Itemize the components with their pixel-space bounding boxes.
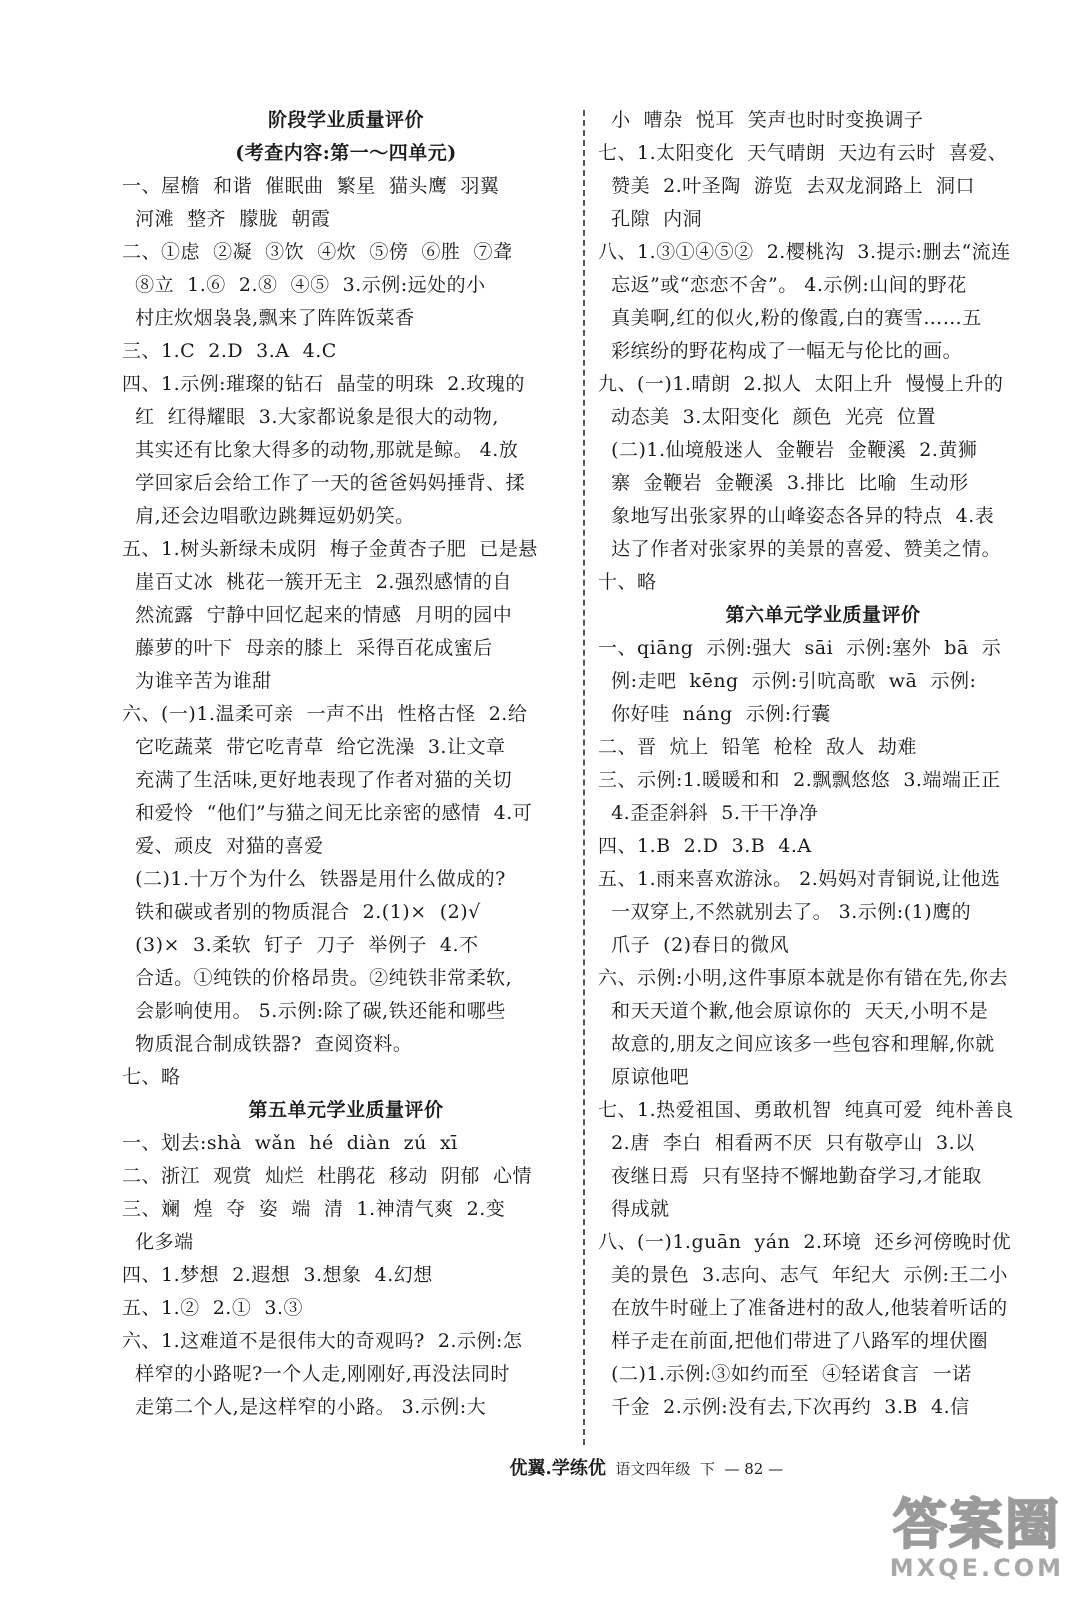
answer-line: 寨 金鞭岩 金鞭溪 3.排比 比喻 生动形 [598,472,969,494]
answer-line: 彩缤纷的野花构成了一幅无与伦比的画。 [598,340,963,362]
answer-line: 爱、顽皮 对猫的喜爱 [122,835,324,857]
answer-line: 夜继日焉 只有坚持不懈地勤奋学习,才能取 [598,1165,982,1187]
answer-line: 肩,还会边唱歌边跳舞逗奶奶笑。 [122,505,415,527]
answer-line: 4.歪歪斜斜 5.干干净净 [598,802,819,824]
answer-line: 七、1.太阳变化 天气晴朗 天边有云时 喜爱、 [598,142,1008,164]
answer-line: 故意的,朋友之间应该多一些包容和理解,你就 [598,1033,995,1055]
answer-line: 它吃蔬菜 带它吃青草 给它洗澡 3.让文章 [122,736,506,758]
answer-line: 美的景色 3.志向、志气 年纪大 示例:王二小 [598,1264,1008,1286]
answer-line: 八、(一)1.guān yán 2.环境 还乡河傍晚时优 [598,1231,1012,1253]
answer-line: 爪子 (2)春日的微风 [598,934,790,956]
right-column [598,104,1048,1424]
answer-line: 三、示例:1.暖暖和和 2.飘飘悠悠 3.端端正正 [598,769,1001,791]
answer-line: 例:走吧 kēng 示例:引吭高歌 wā 示例: [598,670,977,692]
answer-line: 一、划去:shà wǎn hé diàn zú xī [122,1132,458,1154]
answer-line: 样窄的小路呢?一个人走,刚刚好,再没法同时 [122,1363,510,1385]
answer-line: 2.唐 李白 相看两不厌 只有敬亭山 3.以 [598,1132,975,1154]
answer-line: 九、(一)1.晴朗 2.拟人 太阳上升 慢慢上升的 [598,373,1004,395]
answer-line: 五、1.树头新绿未成阴 梅子金黄杏子肥 已是悬 [122,538,538,560]
answer-line: 学回家后会给工作了一天的爸爸妈妈捶背、揉 [122,472,526,494]
answer-line: (3)× 3.柔软 钉子 刀子 举例子 4.不 [122,934,479,956]
answer-line: (二)1.仙境般迷人 金鞭岩 金鞭溪 2.黄狮 [598,439,978,461]
answer-line: 七、1.热爱祖国、勇敢机智 纯真可爱 纯朴善良 [598,1099,1014,1121]
answer-line: 在放牛时碰上了准备进村的敌人,他装着听话的 [598,1297,1008,1319]
answer-line: 崖百丈冰 桃花一簇开无主 2.强烈感情的自 [122,571,512,593]
answer-line: 然流露 宁静中回忆起来的情感 月明的园中 [122,604,513,626]
answer-line: 赞美 2.叶圣陶 游览 去双龙洞路上 洞口 [598,175,976,197]
footer-page-number: — 82 — [724,1460,784,1478]
column-divider [583,110,585,1445]
answer-line: 化多端 [122,1231,194,1253]
answer-line: 充满了生活味,更好地表现了作者对猫的关切 [122,769,513,791]
answer-line: 六、1.这难道不是很伟大的奇观吗? 2.示例:怎 [122,1330,523,1352]
watermark-logo [889,1493,1064,1582]
answer-line: 孔隙 内洞 [598,208,703,230]
answer-line: 藤萝的叶下 母亲的膝上 采得百花成蜜后 [122,637,493,659]
answer-line: 象地写出张家界的山峰姿态各异的特点 4.表 [598,505,995,527]
answer-line: 十、略 [598,571,657,593]
answer-line: 你好哇 náng 示例:行囊 [598,703,831,725]
answer-line: 千金 2.示例:没有去,下次再约 3.B 4.信 [598,1396,970,1418]
answer-line: 样子走在前面,把他们带进了八路军的埋伏圈 [598,1330,989,1352]
section-heading: 第六单元学业质量评价 [725,604,921,626]
answer-line: 二、浙江 观赏 灿烂 杜鹃花 移动 阴郁 心情 [122,1165,532,1187]
watermark-url: MXQE.COM [889,1554,1064,1582]
answer-line: 三、1.C 2.D 3.A 4.C [122,340,337,362]
answer-line: (二)1.十万个为什么 铁器是用什么做成的? [122,868,506,890]
answer-line: 一、屋檐 和谐 催眠曲 繁星 猫头鹰 羽翼 [122,175,500,197]
answer-line: 物质混合制成铁器? 查阅资料。 [122,1033,413,1055]
answer-line: 河滩 整齐 朦胧 朝霞 [122,208,331,230]
answer-line: 六、示例:小明,这件事原本就是你有错在先,你去 [598,967,1008,989]
section-heading: 第五单元学业质量评价 [248,1099,444,1121]
section-heading: 阶段学业质量评价 [267,109,424,131]
section-heading: (考查内容:第一～四单元) [235,142,457,164]
answer-line: 七、略 [122,1066,181,1088]
answer-line: 二、晋 炕上 铅笔 枪栓 敌人 劫难 [598,736,917,758]
answer-line: 三、斓 煌 夺 姿 端 清 1.神清气爽 2.变 [122,1198,506,1220]
answer-line: 动态美 3.太阳变化 颜色 光亮 位置 [598,406,937,428]
answer-line: 真美啊,红的似火,粉的像霞,白的赛雪……五 [598,307,982,329]
answer-line: 合适。①纯铁的价格昂贵。②纯铁非常柔软, [122,967,513,989]
answer-line: 和天天道个歉,他会原谅你的 天天,小明不是 [598,1000,989,1022]
watermark-title: 答案圈 [892,1493,1061,1556]
answer-line: 达了作者对张家界的美景的喜爱、赞美之情。 [598,538,1002,560]
answer-line: 四、1.示例:璀璨的钻石 晶莹的明珠 2.玫瑰的 [122,373,525,395]
answer-line: 一、qiāng 示例:强大 sāi 示例:塞外 bā 示 [598,637,1002,659]
answer-line: 小 嘈杂 悦耳 笑声也时时变换调子 [598,109,924,131]
answer-line: 原谅他吧 [598,1066,690,1088]
answer-line: 五、1.雨来喜欢游泳。 2.妈妈对青铜说,让他选 [598,868,1001,890]
answer-line: 忘返”或“恋恋不舍”。 4.示例:山间的野花 [598,274,967,296]
answer-line: 八、1.③①④⑤② 2.樱桃沟 3.提示:删去“流连 [598,241,1011,263]
answer-line: 一双穿上,不然就别去了。 3.示例:(1)鹰的 [598,901,972,923]
answer-line: 铁和碳或者别的物质混合 2.(1)× (2)√ [122,901,481,923]
answer-line: 六、(一)1.温柔可亲 一声不出 性格古怪 2.给 [122,703,528,725]
left-column [122,104,570,1424]
answer-line: 和爱怜 “他们”与猫之间无比亲密的感情 4.可 [122,802,533,824]
page-footer [500,1433,783,1481]
answer-line: (二)1.示例:③如约而至 ④轻诺食言 一诺 [598,1363,972,1385]
answer-line: 二、①虑 ②凝 ③饮 ④炊 ⑤傍 ⑥胜 ⑦聋 [122,241,513,263]
answer-line: 会影响使用。 5.示例:除了碳,铁还能和哪些 [122,1000,506,1022]
answer-line: 走第二个人,是这样窄的小路。 3.示例:大 [122,1396,487,1418]
answer-line: 得成就 [598,1198,670,1220]
answer-line: 红 红得耀眼 3.大家都说象是很大的动物, [122,406,499,428]
answer-line: 其实还有比象大得多的动物,那就是鲸。 4.放 [122,439,519,461]
footer-volume: 下 [699,1460,715,1478]
answer-line: 村庄炊烟袅袅,飘来了阵阵饭菜香 [122,307,415,329]
footer-subject: 语文四年级 [615,1460,691,1478]
answer-line: 为谁辛苦为谁甜 [122,670,272,692]
answer-line: ⑧立 1.⑥ 2.⑧ ④⑤ 3.示例:远处的小 [122,274,486,296]
answer-line: 四、1.梦想 2.遐想 3.想象 4.幻想 [122,1264,433,1286]
footer-brand: 优翼.学练优 [509,1458,606,1479]
answer-line: 四、1.B 2.D 3.B 4.A [598,835,812,857]
answer-line: 五、1.② 2.① 3.③ [122,1297,304,1319]
